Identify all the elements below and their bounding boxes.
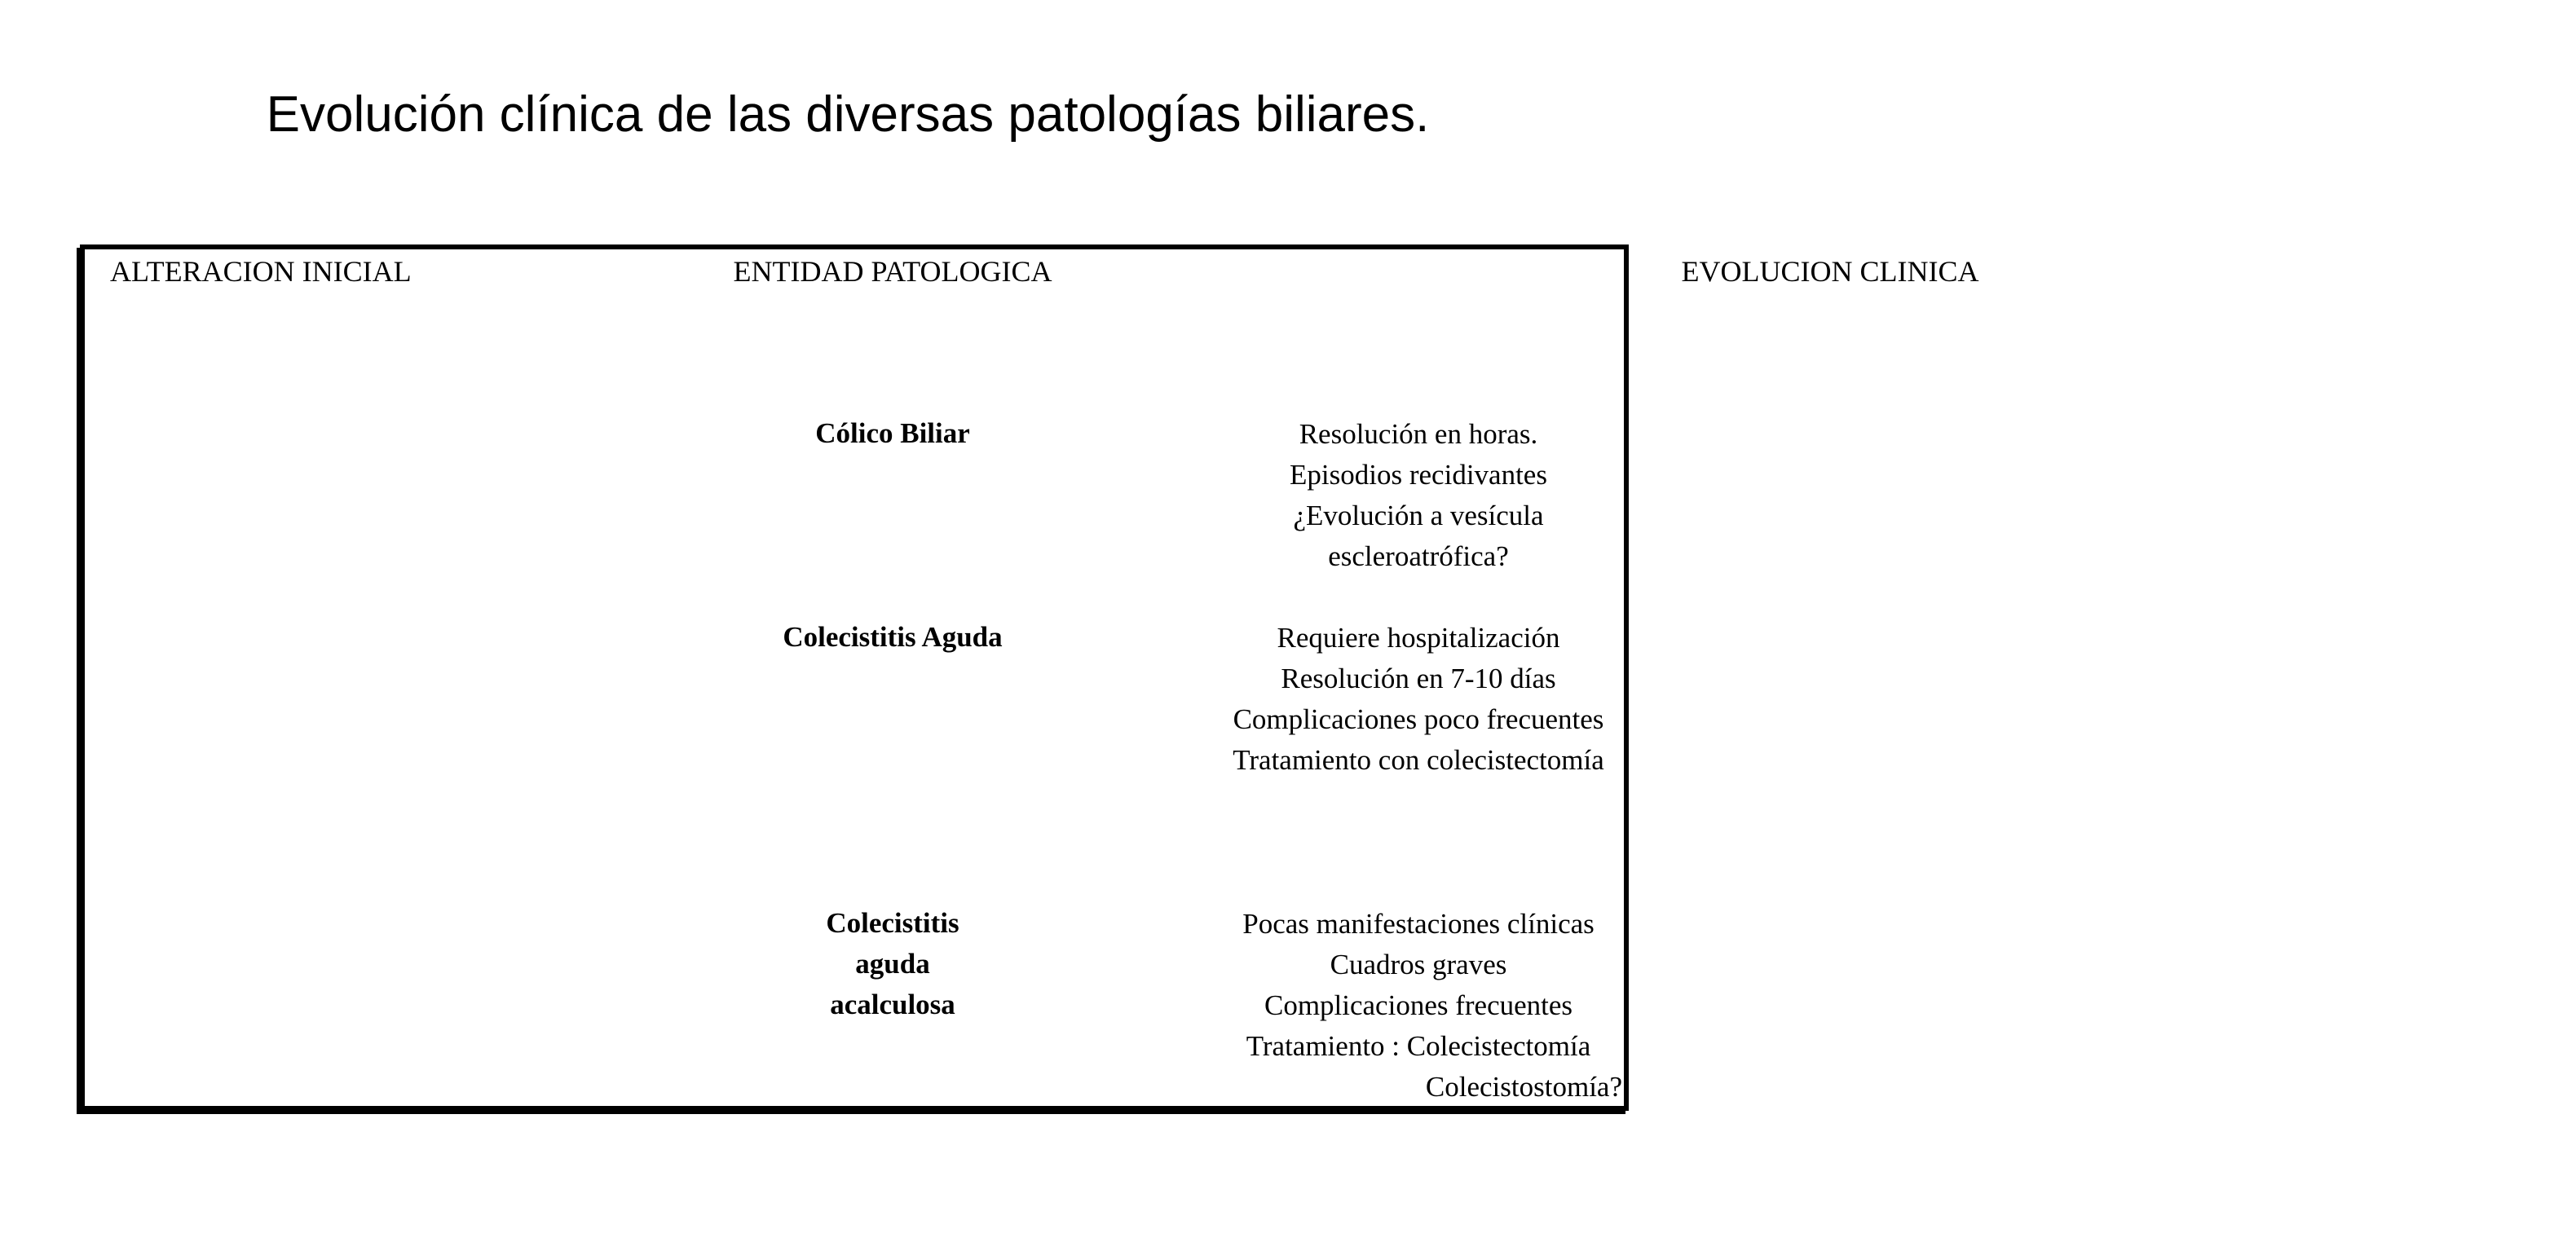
evolution-colecistostomia bbox=[1198, 1067, 1622, 1108]
evolution-line: Tratamiento con colecistectomía bbox=[1233, 744, 1604, 776]
evolution-line: Cuadros graves bbox=[1330, 949, 1507, 980]
header-alteracion-inicial: ALTERACION INICIAL bbox=[110, 255, 412, 288]
evolution-colecistitis-aguda bbox=[1206, 618, 1630, 781]
header-evolucion-clinica: EVOLUCION CLINICA bbox=[1681, 255, 1979, 288]
evolution-line: Requiere hospitalización bbox=[1277, 622, 1560, 654]
evolution-line: Pocas manifestaciones clínicas bbox=[1242, 908, 1595, 940]
evolution-line: Complicaciones poco frecuentes bbox=[1233, 703, 1604, 735]
evolution-line: Complicaciones frecuentes bbox=[1264, 989, 1573, 1021]
entity-colico-biliar bbox=[685, 413, 1101, 454]
evolution-line: escleroatrófica? bbox=[1328, 540, 1509, 572]
entity-line: Cólico Biliar bbox=[815, 417, 970, 449]
entity-colecistitis-aguda bbox=[685, 617, 1101, 658]
evolution-colico-biliar bbox=[1206, 414, 1630, 577]
entity-colecistitis-acalculosa bbox=[685, 903, 1101, 1025]
entity-line: aguda bbox=[855, 948, 930, 980]
evolution-line: Colecistostomía? bbox=[1425, 1071, 1622, 1103]
page-title: Evolución clínica de las diversas patologías biliares. bbox=[266, 86, 1430, 143]
entity-line: Colecistitis Aguda bbox=[783, 621, 1003, 653]
evolution-line: Episodios recidivantes bbox=[1290, 459, 1547, 491]
evolution-colecistitis-acalculosa bbox=[1206, 904, 1630, 1067]
header-entidad-patologica: ENTIDAD PATOLOGICA bbox=[733, 255, 1052, 288]
evolution-line: ¿Evolución a vesícula bbox=[1293, 500, 1544, 531]
entity-line: Colecistitis bbox=[826, 907, 959, 939]
evolution-line: Resolución en horas. bbox=[1299, 418, 1538, 450]
entity-line: acalculosa bbox=[830, 989, 955, 1020]
evolution-line: Tratamiento : Colecistectomía bbox=[1246, 1030, 1591, 1062]
evolution-line: Resolución en 7-10 días bbox=[1281, 663, 1556, 694]
